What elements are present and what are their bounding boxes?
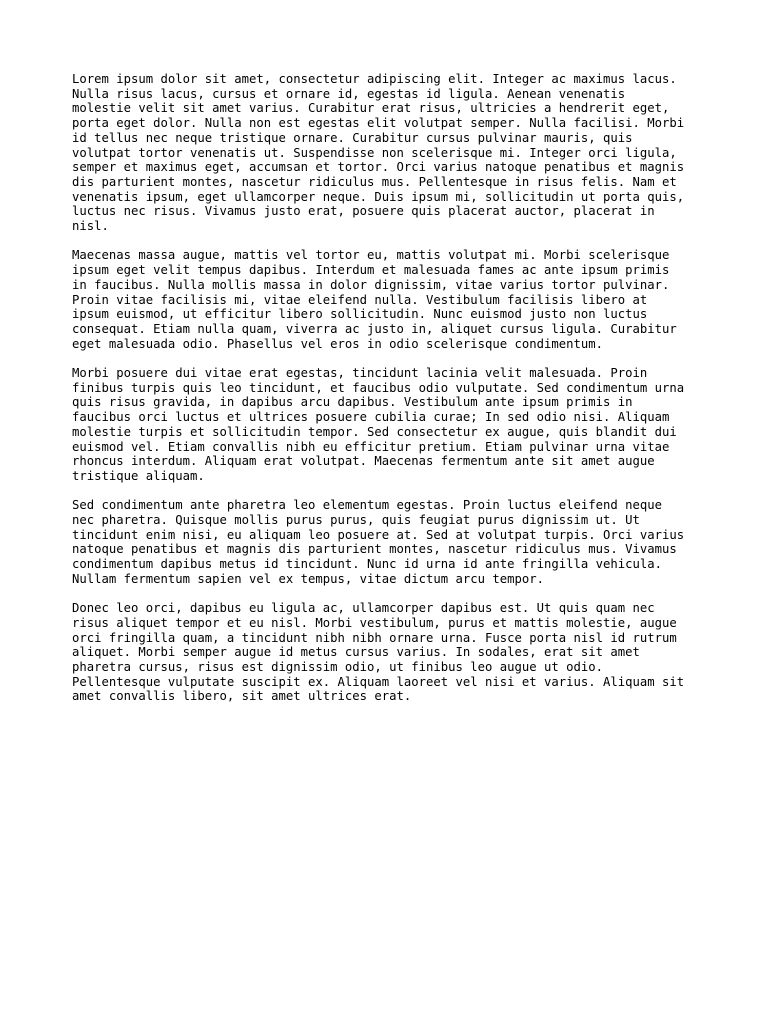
text-line: consequat. Etiam nulla quam, viverra ac justo in, aliquet cursus ligula. Curabitur: [72, 321, 677, 336]
document-body: [72, 72, 712, 719]
text-line: molestie velit sit amet varius. Curabitur erat risus, ultricies a hendrerit eget,: [72, 101, 670, 116]
text-line: Sed condimentum ante pharetra leo elementum egestas. Proin luctus eleifend neque: [72, 498, 663, 513]
text-line: venenatis ipsum, eget ullamcorper neque. Duis ipsum mi, sollicitudin ut porta quis,: [72, 189, 685, 204]
text-line: pharetra cursus, risus est dignissim odio, ut finibus leo augue ut odio.: [72, 660, 604, 675]
text-line: Morbi posuere dui vitae erat egestas, tincidunt lacinia velit malesuada. Proin: [72, 366, 648, 381]
text-line: euismod vel. Etiam convallis nibh eu efficitur pretium. Etiam pulvinar urna vitae: [72, 439, 670, 454]
text-line: amet convallis libero, sit amet ultrices erat.: [72, 689, 412, 704]
text-line: ipsum eget velit tempus dapibus. Interdum et malesuada fames ac ante ipsum primis: [72, 263, 670, 278]
text-line: tristique aliquam.: [72, 468, 205, 483]
text-line: molestie turpis et sollicitudin tempor. Sed consectetur ex augue, quis blandit dui: [72, 424, 677, 439]
text-line: faucibus orci luctus et ultrices posuere cubilia curae; In sed odio nisi. Aliquam: [72, 410, 670, 425]
text-line: natoque penatibus et magnis dis parturient montes, nascetur ridiculus mus. Vivamus: [72, 542, 677, 557]
text-line: id tellus nec neque tristique ornare. Curabitur cursus pulvinar mauris, quis: [72, 130, 633, 145]
text-line: nec pharetra. Quisque mollis purus purus, quis feugiat purus dignissim ut. Ut: [72, 513, 640, 528]
text-line: finibus turpis quis leo tincidunt, et faucibus odio vulputate. Sed condimentum urna: [72, 380, 685, 395]
text-line: rhoncus interdum. Aliquam erat volutpat. Maecenas fermentum ante sit amet augue: [72, 454, 655, 469]
text-line: Nulla risus lacus, cursus et ornare id, egestas id ligula. Aenean venenatis: [72, 86, 626, 101]
text-line: eget malesuada odio. Phasellus vel eros in odio scelerisque condimentum.: [72, 336, 604, 351]
paragraph-2: [72, 248, 712, 351]
text-line: Nullam fermentum sapien vel ex tempus, vitae dictum arcu tempor.: [72, 571, 545, 586]
text-line: dis parturient montes, nascetur ridiculus mus. Pellentesque in risus felis. Nam et: [72, 174, 677, 189]
text-line: tincidunt enim nisi, eu aliquam leo posuere at. Sed at volutpat turpis. Orci varius: [72, 527, 685, 542]
text-line: aliquet. Morbi semper augue id metus cursus varius. In sodales, erat sit amet: [72, 645, 640, 660]
text-line: quis risus gravida, in dapibus arcu dapibus. Vestibulum ante ipsum primis in: [72, 395, 633, 410]
text-line: ipsum euismod, ut efficitur libero sollicitudin. Nunc euismod justo non luctus: [72, 307, 648, 322]
text-line: condimentum dapibus metus id tincidunt. Nunc id urna id ante fringilla vehicula.: [72, 557, 663, 572]
paragraph-3: [72, 366, 712, 484]
text-line: orci fringilla quam, a tincidunt nibh nibh ornare urna. Fusce porta nisl id rutrum: [72, 630, 677, 645]
paragraph-1: [72, 72, 712, 234]
text-line: volutpat tortor venenatis ut. Suspendisse non scelerisque mi. Integer orci ligula,: [72, 145, 677, 160]
paragraph-4: [72, 498, 712, 586]
text-line: Donec leo orci, dapibus eu ligula ac, ullamcorper dapibus est. Ut quis quam nec: [72, 601, 655, 616]
text-line: risus aliquet tempor et eu nisl. Morbi vestibulum, purus et mattis molestie, augue: [72, 615, 677, 630]
text-line: Maecenas massa augue, mattis vel tortor eu, mattis volutpat mi. Morbi scelerisque: [72, 248, 670, 263]
text-line: Pellentesque vulputate suscipit ex. Aliquam laoreet vel nisi et varius. Aliquam sit: [72, 674, 685, 689]
text-line: in faucibus. Nulla mollis massa in dolor dignissim, vitae varius tortor pulvinar.: [72, 277, 670, 292]
text-line: porta eget dolor. Nulla non est egestas elit volutpat semper. Nulla facilisi. Morbi: [72, 116, 685, 131]
paragraph-5: [72, 601, 712, 704]
text-line: nisl.: [72, 219, 109, 234]
text-line: semper et maximus eget, accumsan et tortor. Orci varius natoque penatibus et magnis: [72, 160, 685, 175]
text-line: Lorem ipsum dolor sit amet, consectetur adipiscing elit. Integer ac maximus lacus.: [72, 72, 677, 86]
text-line: Proin vitae facilisis mi, vitae eleifend nulla. Vestibulum facilisis libero at: [72, 292, 648, 307]
text-line: luctus nec risus. Vivamus justo erat, posuere quis placerat auctor, placerat in: [72, 204, 655, 219]
